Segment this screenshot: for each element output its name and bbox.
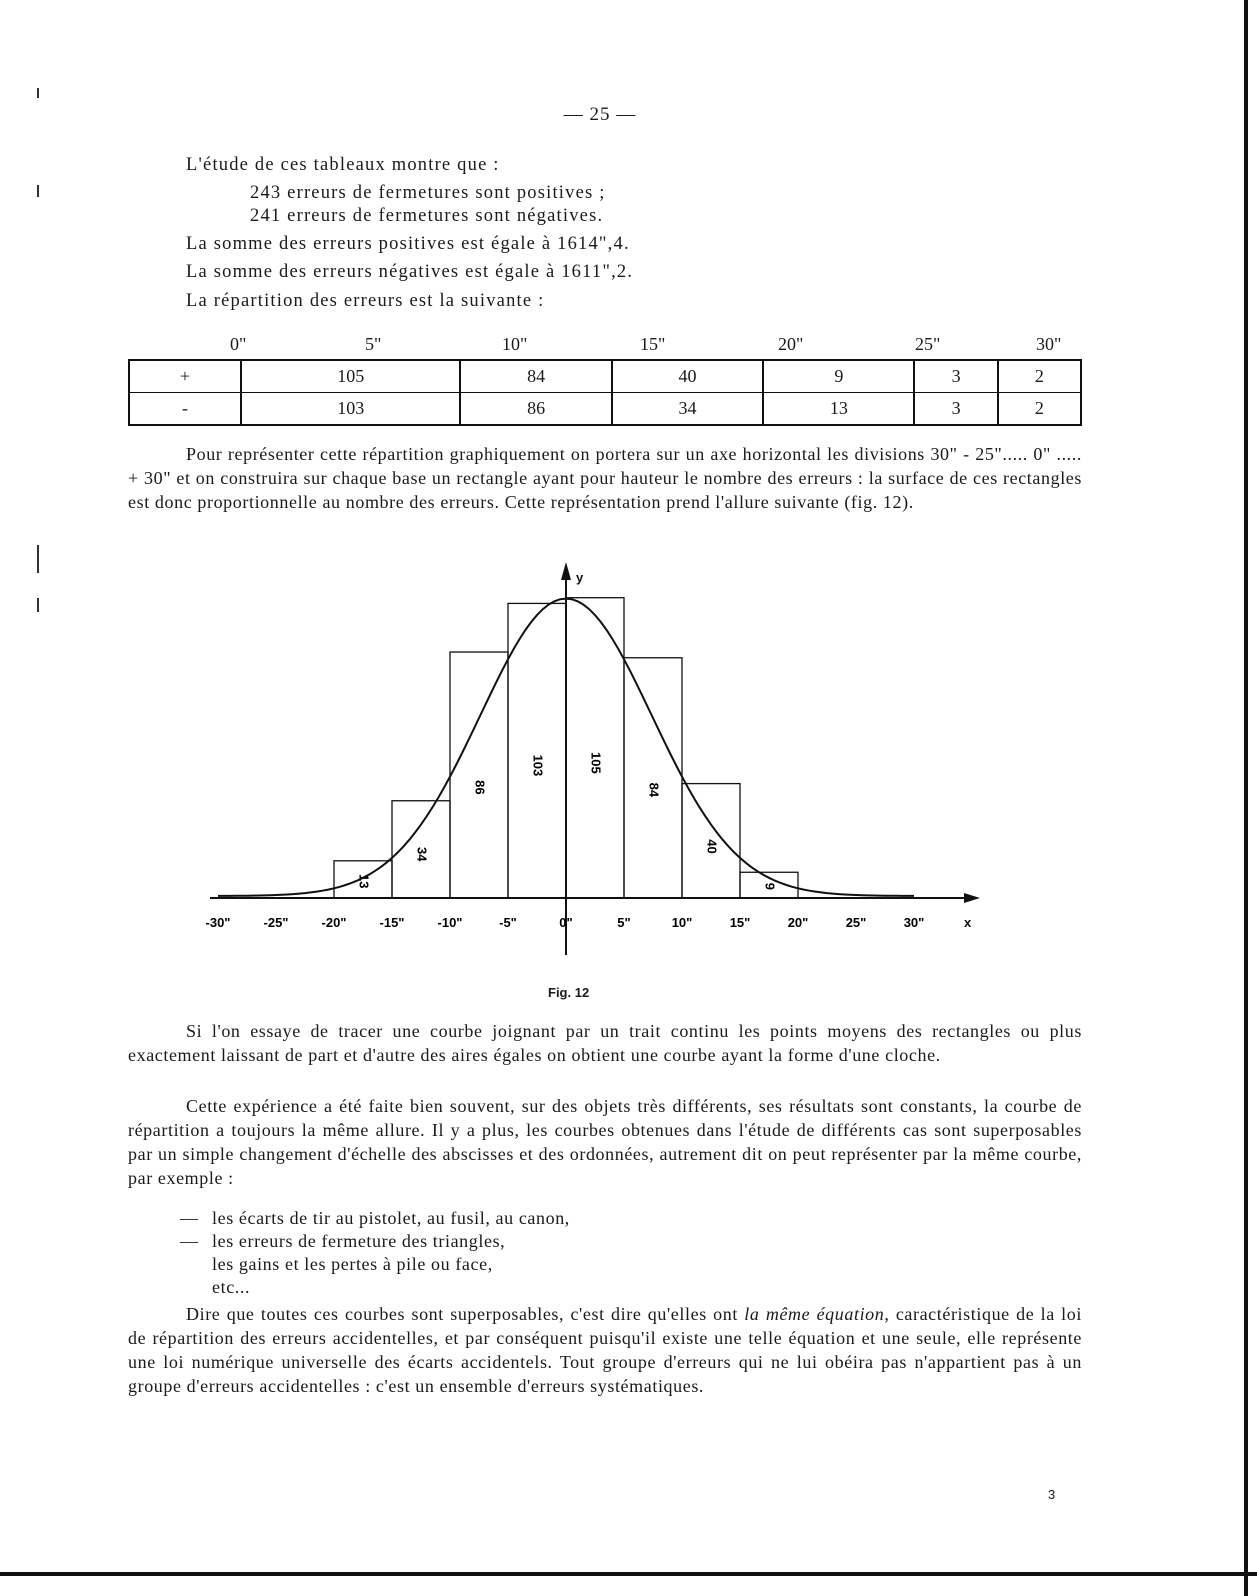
paragraph-text-span: Dire que toutes ces courbes sont superposables, c'est dire qu'elles ont xyxy=(186,1304,745,1324)
figure-caption: Fig. 12 xyxy=(548,985,590,1000)
paragraph-curve xyxy=(128,1019,1082,1067)
table-cell: 2 xyxy=(998,393,1081,426)
table-cell: 9 xyxy=(763,360,914,393)
row-sign: - xyxy=(182,398,188,418)
scan-edge-right xyxy=(1244,0,1248,1596)
tick-label: -20" xyxy=(321,915,347,930)
x-axis-label: x xyxy=(964,915,972,930)
distribution-table xyxy=(128,359,1082,426)
table-cell: 105 xyxy=(241,360,460,393)
paragraph-text-span: Cette expérience a été faite bien souvent, sur des objets très différents, ses résultats sont constants, la courbe de répartition a toujours la même allure. Il y a plus, les courbes obtenues dans l'étude de différents cas sont superposables par un simple changement d'échelle des abscisses et des ordonnées, autrement dit on peut représenter par la même courbe, par exemple : xyxy=(128,1096,1082,1188)
tick-label: -30" xyxy=(205,915,231,930)
table-row-positive xyxy=(129,360,1081,393)
scan-edge-bottom xyxy=(0,1572,1257,1576)
table-cell: 40 xyxy=(612,360,763,393)
y-axis-arrow xyxy=(561,562,571,580)
histogram-bar xyxy=(624,658,682,898)
negative-count-line: 241 erreurs de fermetures sont négatives. xyxy=(250,206,604,226)
bar-label: 34 xyxy=(414,847,430,862)
list-dash: — xyxy=(180,1208,199,1228)
tick-label: 5" xyxy=(617,915,631,930)
tick-label: 10" xyxy=(671,915,693,930)
scale-label: 20" xyxy=(778,334,804,354)
margin-mark xyxy=(37,598,39,612)
tick-label: 15" xyxy=(729,915,751,930)
tick-label: -5" xyxy=(499,915,517,930)
bar-label: 40 xyxy=(704,839,720,854)
corner-number: 3 xyxy=(1048,1487,1056,1502)
tick-label: 30" xyxy=(903,915,925,930)
paragraph-experience xyxy=(128,1094,1082,1190)
positive-sum-line: La somme des erreurs positives est égale à 1614",4. xyxy=(186,234,630,254)
list-item-text: les écarts de tir au pistolet, au fusil, au canon, xyxy=(212,1208,570,1228)
table-cell: 84 xyxy=(460,360,611,393)
margin-mark xyxy=(37,545,39,573)
histogram-bar xyxy=(508,603,566,898)
bar-label: 105 xyxy=(588,752,604,774)
table-cell: 103 xyxy=(241,393,460,426)
table-cell: 34 xyxy=(612,393,763,426)
tick-label: 20" xyxy=(787,915,809,930)
bar-label: 9 xyxy=(762,882,778,891)
bar-label: 13 xyxy=(356,874,372,889)
bar-label: 103 xyxy=(530,754,546,777)
distribution-line: La répartition des erreurs est la suivante : xyxy=(186,291,545,311)
paragraph-text-span: , caractéristique de la loi de répartition des erreurs accidentelles, et par conséquent puisqu'il existe une telle équation et une seule, elle représente une loi numérique universelle des écarts accidentels. Tout groupe d'erreurs qui ne lui obéira pas n'appartient pas à un groupe d'erreurs accidentelles : c'est un ensemble d'erreurs systématiques. xyxy=(128,1304,1082,1396)
tick-label: -25" xyxy=(263,915,289,930)
x-axis-arrow xyxy=(964,893,980,903)
bar-label: 86 xyxy=(472,780,488,795)
margin-mark xyxy=(37,88,39,98)
tick-label: 25" xyxy=(845,915,867,930)
list-dash: — xyxy=(180,1231,199,1251)
margin-mark xyxy=(37,185,39,197)
paragraph-text xyxy=(128,1094,1082,1190)
list-item xyxy=(180,1230,570,1253)
table-cell: 2 xyxy=(998,360,1081,393)
emphasis-text: la même équation xyxy=(744,1304,885,1324)
paragraph-text: Pour représenter cette répartition graphiquement on portera sur un axe horizontal les divisions 30" - 25"..... 0" ..... + 30" et on construira sur chaque base un rectangle ayant pour hauteur le nombre des erreurs : la surface de ces rectangles est donc proportionnelle au nombre des erreurs. Cette représentation prend l'allure suivante (fig. 12). xyxy=(128,444,1082,512)
table-row-negative xyxy=(129,393,1081,426)
paragraph-representation xyxy=(128,442,1082,514)
paragraph-text xyxy=(128,1302,1082,1398)
positive-count-line: 243 erreurs de fermetures sont positives ; xyxy=(250,183,606,203)
list-item xyxy=(180,1253,570,1276)
scale-label: 10" xyxy=(502,334,528,354)
list-item xyxy=(180,1207,570,1230)
histogram-figure xyxy=(200,560,1000,980)
negative-sum-line: La somme des erreurs négatives est égale à 1611",2. xyxy=(186,262,634,282)
scale-label: 25" xyxy=(915,334,941,354)
list-item-text: etc... xyxy=(212,1277,251,1297)
row-sign: + xyxy=(129,360,241,393)
paragraph-text: Si l'on essaye de tracer une courbe joignant par un trait continu les points moyens des rectangles ou plus exactement laissant de part et d'autre des aires égales on obtient une courbe ayant la forme d'une cloche. xyxy=(128,1021,1082,1065)
list-item-text: les erreurs de fermeture des triangles, xyxy=(212,1231,506,1251)
scale-label: 15" xyxy=(640,334,666,354)
y-axis-label: y xyxy=(576,570,584,585)
intro-line: L'étude de ces tableaux montre que : xyxy=(186,155,500,175)
table-cell: 3 xyxy=(914,393,997,426)
examples-list xyxy=(180,1207,570,1299)
table-cell: 13 xyxy=(763,393,914,426)
tick-label: 0" xyxy=(559,915,573,930)
scale-label: 0" xyxy=(230,334,247,354)
list-item-text: les gains et les pertes à pile ou face, xyxy=(212,1254,493,1274)
tick-labels-group xyxy=(206,915,925,930)
histogram-bar xyxy=(450,652,508,898)
table-cell: 3 xyxy=(914,360,997,393)
scale-label: 5" xyxy=(365,334,382,354)
page-number: — 25 — xyxy=(563,104,637,125)
tick-label: -10" xyxy=(437,915,463,930)
tick-label: -15" xyxy=(379,915,405,930)
scale-label: 30" xyxy=(1036,334,1062,354)
paragraph-equation xyxy=(128,1302,1082,1398)
table-cell: 86 xyxy=(460,393,611,426)
list-item xyxy=(180,1276,570,1299)
bar-label: 84 xyxy=(646,782,662,798)
